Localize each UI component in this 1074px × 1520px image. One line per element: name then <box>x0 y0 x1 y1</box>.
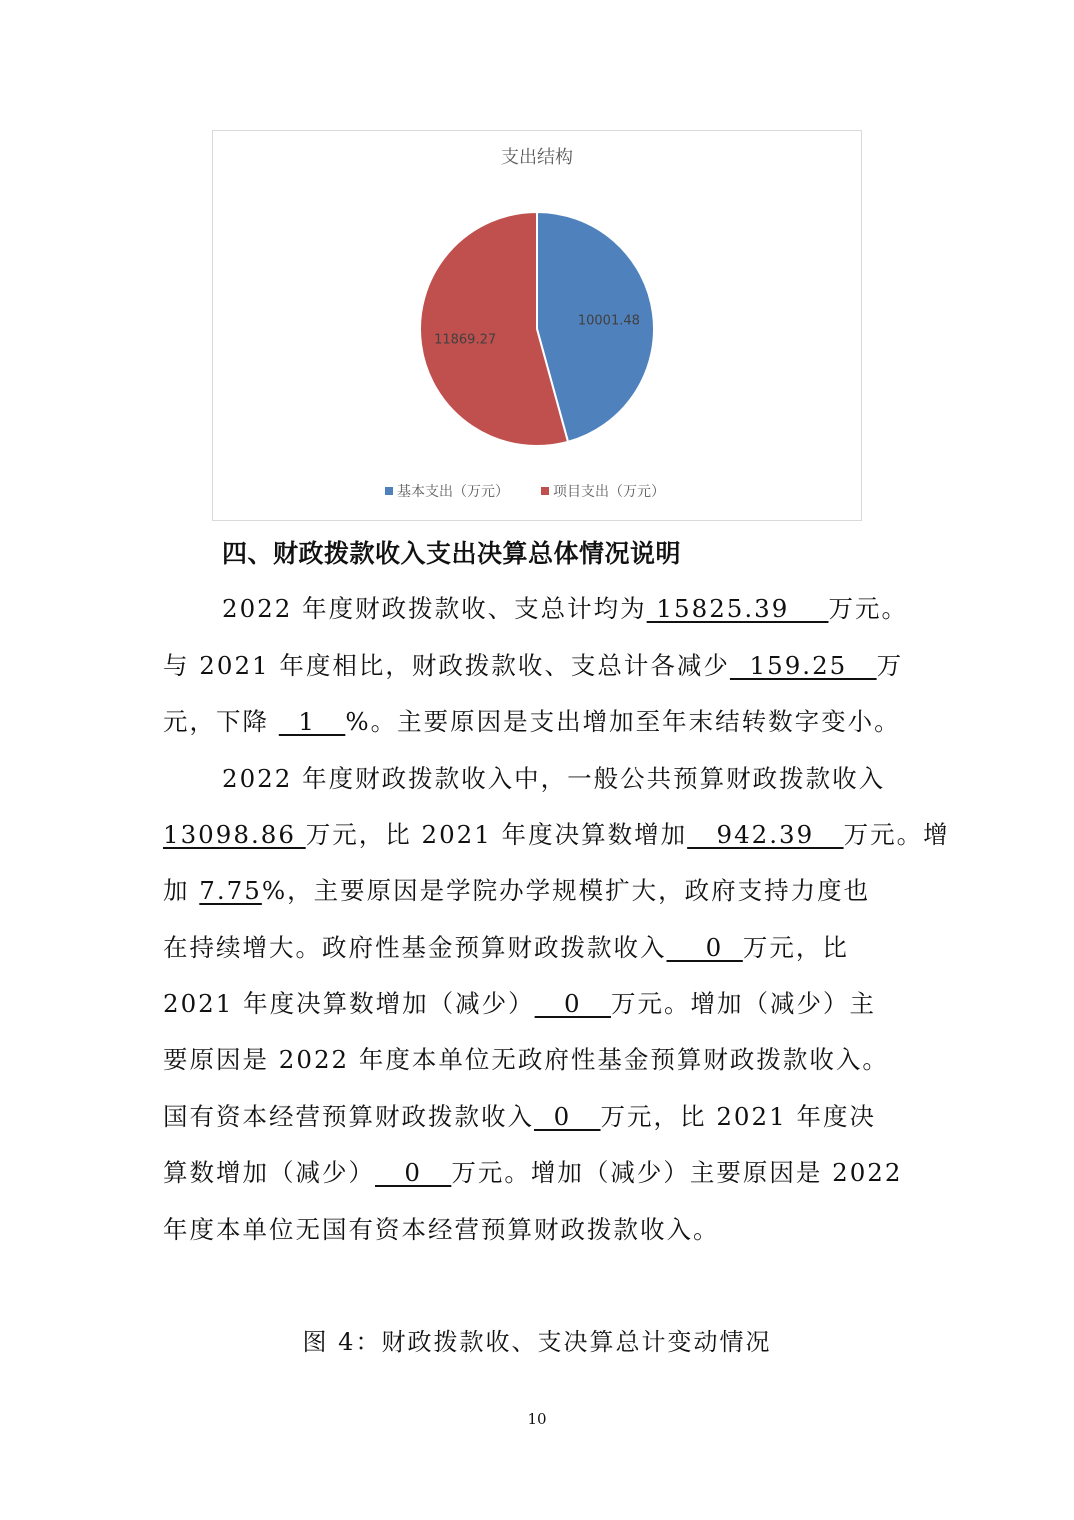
state-capital-amount: 0 <box>534 1102 601 1131</box>
text-span: 万元。 <box>828 594 908 623</box>
text-span: 万 <box>876 651 904 680</box>
para1-line3 <box>163 705 913 739</box>
text-span: 万元，比 2021 年度决算数增加 <box>305 820 688 849</box>
text-span: 万元，比 <box>742 933 849 962</box>
text-span: 国有资本经营预算财政拨款收入 <box>163 1102 534 1131</box>
pie-data-label: 11869.27 <box>434 332 497 348</box>
pie-chart <box>212 130 862 521</box>
total-amount: 15825.39 <box>646 594 829 623</box>
para2-line4 <box>163 931 913 965</box>
para2-line7 <box>163 1100 913 1134</box>
text-span: 万元。增加（减少）主要原因是 2022 <box>451 1158 903 1187</box>
text-span: 万元。增 <box>843 820 950 849</box>
legend-label: 基本支出（万元） <box>397 484 509 500</box>
text-span: %。主要原因是支出增加至年末结转数字变小。 <box>345 707 901 736</box>
increase-amount: 942.39 <box>687 820 844 849</box>
fund-budget-amount: 0 <box>666 933 743 962</box>
pie-slices <box>420 212 654 446</box>
text-span: 万元。增加（减少）主 <box>610 989 876 1018</box>
text-span: 万元，比 2021 年度决 <box>600 1102 876 1131</box>
pie-data-label: 10001.48 <box>577 313 640 329</box>
para1-line2 <box>163 649 913 683</box>
text-span: 2021 年度决算数增加（减少） <box>163 989 535 1018</box>
para2-line2 <box>163 818 950 852</box>
para2-line1 <box>222 762 912 796</box>
text-span: 元，下降 <box>163 707 279 736</box>
chart-title: 支出结构 <box>501 147 573 168</box>
text-span: 要原因是 2022 年度本单位无政府性基金预算财政拨款收入。 <box>163 1045 889 1074</box>
increase-percent: 7.75 <box>199 876 262 905</box>
text-span: 2022 年度财政拨款收入中，一般公共预算财政拨款收入 <box>222 764 886 793</box>
state-capital-change-amount: 0 <box>375 1158 452 1187</box>
para1-line1 <box>222 592 912 626</box>
legend-label: 项目支出（万元） <box>553 484 665 500</box>
chart-legend <box>385 483 665 500</box>
text-span: 2022 年度财政拨款收、支总计均为 <box>222 594 647 623</box>
para2-line3 <box>163 874 913 908</box>
text-span: 年度本单位无国有资本经营预算财政拨款收入。 <box>163 1215 720 1244</box>
para2-line5 <box>163 987 913 1021</box>
text-span: 加 <box>163 876 200 905</box>
para2-line8 <box>163 1156 913 1190</box>
text-span: 与 2021 年度相比，财政拨款收、支总计各减少 <box>163 651 730 680</box>
page-number: 10 <box>527 1410 547 1428</box>
para2-line9 <box>163 1213 913 1247</box>
text-span: 算数增加（减少） <box>163 1158 375 1187</box>
decrease-percent: 1 <box>278 707 346 736</box>
figure-caption: 图 4：财政拨款收、支决算总计变动情况 <box>302 1328 772 1356</box>
text-span: %，主要原因是学院办学规模扩大，政府支持力度也 <box>261 876 871 905</box>
decrease-amount: 159.25 <box>729 651 877 680</box>
para2-line6 <box>163 1043 913 1077</box>
legend-swatch <box>385 487 393 495</box>
general-budget-amount: 13098.86 <box>163 820 306 849</box>
legend-swatch <box>541 487 549 495</box>
fund-change-amount: 0 <box>534 989 611 1018</box>
text-span: 在持续增大。政府性基金预算财政拨款收入 <box>163 933 667 962</box>
pie-chart-svg <box>213 131 861 520</box>
section-heading: 四、财政拨款收入支出决算总体情况说明 <box>222 539 682 568</box>
